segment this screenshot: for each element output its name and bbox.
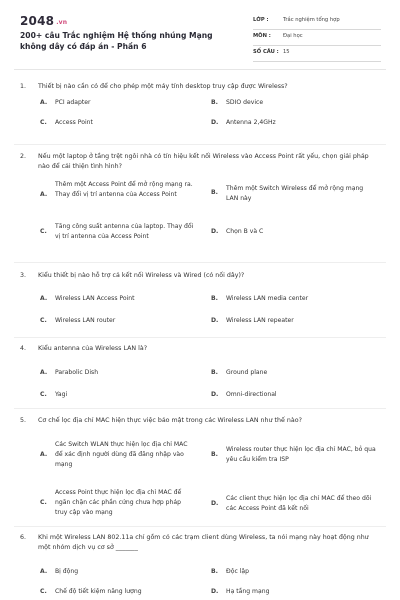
- option-text: Thêm một Access Point để mở rộng mạng ra. Thay đổi vị trí antenna của Access Point: [55, 181, 193, 198]
- answer-options: [20, 178, 382, 258]
- answer-options: [20, 360, 382, 396]
- question-stem: [20, 82, 382, 92]
- option-text: Wireless LAN Access Point: [55, 295, 135, 302]
- option-text: Wireless LAN router: [55, 317, 116, 324]
- question-stem: [20, 271, 382, 281]
- meta-label: LỚP :: [253, 17, 269, 23]
- option-letter: D.: [211, 317, 219, 324]
- meta-value: Trắc nghiệm tổng hợp: [283, 17, 340, 23]
- option-letter: C.: [40, 228, 47, 235]
- question-number: 2.: [20, 153, 27, 160]
- option-text: Omni-directional: [226, 391, 277, 398]
- question-divider: [14, 262, 386, 263]
- question-number: 3.: [20, 272, 27, 279]
- meta-label: SỐ CÂU :: [253, 49, 279, 55]
- option-text: Độc lập: [226, 568, 250, 575]
- option-letter: B.: [211, 99, 218, 106]
- option-letter: A.: [40, 191, 48, 198]
- option-letter: C.: [40, 317, 47, 324]
- question-number: 6.: [20, 534, 27, 541]
- document-header: [0, 0, 400, 64]
- logo-suffix: .vn: [56, 19, 68, 26]
- question-3: [20, 271, 382, 323]
- option-letter: C.: [40, 391, 47, 398]
- option-text: Chọn B và C: [226, 228, 264, 235]
- option-letter: A.: [40, 568, 48, 575]
- option-letter: C.: [40, 588, 47, 595]
- meta-label: MÔN :: [253, 33, 271, 39]
- option-letter: B.: [211, 369, 218, 376]
- option-letter: B.: [211, 568, 218, 575]
- option-text: Yagi: [55, 391, 68, 398]
- answer-options: [20, 432, 382, 520]
- option-text: Wireless LAN repeater: [226, 317, 294, 324]
- question-number: 1.: [20, 83, 27, 90]
- option-letter: D.: [211, 391, 219, 398]
- logo-text: 2048: [20, 14, 55, 28]
- option-letter: A.: [40, 451, 48, 458]
- question-6: [20, 533, 382, 599]
- question-divider: [14, 337, 386, 338]
- option-text: SDIO device: [226, 99, 264, 106]
- question-4: [20, 344, 382, 396]
- meta-value: Đại học: [283, 33, 303, 39]
- option-text: Access Point thực hiện lọc địa chỉ MAC để ngăn chặn các phần cứng chưa hợp pháp truy cập vào mạng: [55, 489, 182, 516]
- option-text: Ground plane: [226, 369, 268, 376]
- option-text: Parabolic Dish: [55, 369, 99, 376]
- option-text: Các client thực hiện lọc địa chỉ MAC để theo dõi các Access Point đã kết nối: [226, 495, 372, 512]
- option-letter: D.: [211, 500, 219, 507]
- question-number: 5.: [20, 417, 27, 424]
- option-letter: A.: [40, 369, 48, 376]
- question-stem: [20, 416, 382, 426]
- option-text: Wireless router thực hiện lọc địa chỉ MAC, bỏ qua yêu cầu kiểm tra ISP: [226, 446, 376, 463]
- question-text: Khi một Wireless LAN 802.11a chỉ gồm có các trạm client dùng Wireless, ta nói mạng này hoạt động như một nhóm dịch vụ cơ sở _______: [38, 534, 369, 551]
- question-2: [20, 152, 382, 258]
- question-text: Thiết bị nào cần có để cho phép một máy tính desktop truy cập được Wireless?: [38, 83, 288, 90]
- option-text: Access Point: [55, 119, 93, 126]
- option-letter: C.: [40, 499, 47, 506]
- option-text: Chế độ tiết kiệm năng lượng: [55, 588, 142, 595]
- meta-value: 15: [283, 49, 290, 55]
- option-text: PCI adapter: [55, 99, 91, 106]
- meta-row-count: [253, 46, 381, 62]
- question-divider: [14, 144, 386, 145]
- meta-panel: [253, 14, 381, 62]
- question-stem: [20, 344, 382, 354]
- option-letter: B.: [211, 295, 218, 302]
- header-divider: [14, 69, 386, 70]
- site-logo[interactable]: [20, 14, 67, 28]
- question-divider: [14, 526, 386, 527]
- option-letter: D.: [211, 119, 219, 126]
- option-text: Tăng công suất antenna của laptop. Thay đổi vị trí antenna của Access Point: [55, 223, 194, 240]
- question-number: 4.: [20, 345, 27, 352]
- option-text: Các Switch WLAN thực hiện lọc địa chỉ MAC để xác định người dùng đã đăng nhập vào mạng: [55, 441, 188, 468]
- meta-row-class: [253, 14, 381, 30]
- option-letter: B.: [211, 189, 218, 196]
- question-divider: [14, 408, 386, 409]
- option-text: Bị động: [55, 568, 79, 575]
- option-letter: D.: [211, 588, 219, 595]
- option-letter: A.: [40, 99, 48, 106]
- option-text: Thêm một Switch Wireless để mở rộng mạng LAN này: [226, 185, 364, 202]
- question-stem: [20, 533, 382, 553]
- meta-row-subject: [253, 30, 381, 46]
- question-text: Kiểu thiết bị nào hỗ trợ cả kết nối Wireless và Wired (có nối dây)?: [38, 272, 245, 279]
- answer-options: [20, 287, 382, 323]
- question-stem: [20, 152, 382, 172]
- question-text: Cơ chế lọc địa chỉ MAC hiện thực việc bảo mật trong các Wireless LAN như thế nào?: [38, 417, 302, 424]
- answer-options: [20, 98, 382, 134]
- option-letter: B.: [211, 451, 218, 458]
- option-letter: D.: [211, 228, 219, 235]
- option-letter: A.: [40, 295, 48, 302]
- question-text: Kiểu antenna của Wireless LAN là?: [38, 345, 148, 352]
- option-text: Antenna 2,4GHz: [226, 119, 276, 126]
- answer-options: [20, 559, 382, 599]
- question-1: [20, 82, 382, 134]
- document-title: 200+ câu Trắc nghiệm Hệ thống nhúng Mạng không dây có đáp án - Phần 6: [20, 31, 213, 51]
- question-5: [20, 416, 382, 520]
- question-text: Nếu một laptop ở tầng trệt ngôi nhà có tín hiệu kết nối Wireless vào Access Point rất yếu, chọn giải pháp nào để cải thiện tình hình?: [38, 153, 369, 170]
- option-text: Hạ tầng mạng: [226, 588, 270, 595]
- option-letter: C.: [40, 119, 47, 126]
- option-text: Wireless LAN media center: [226, 295, 309, 302]
